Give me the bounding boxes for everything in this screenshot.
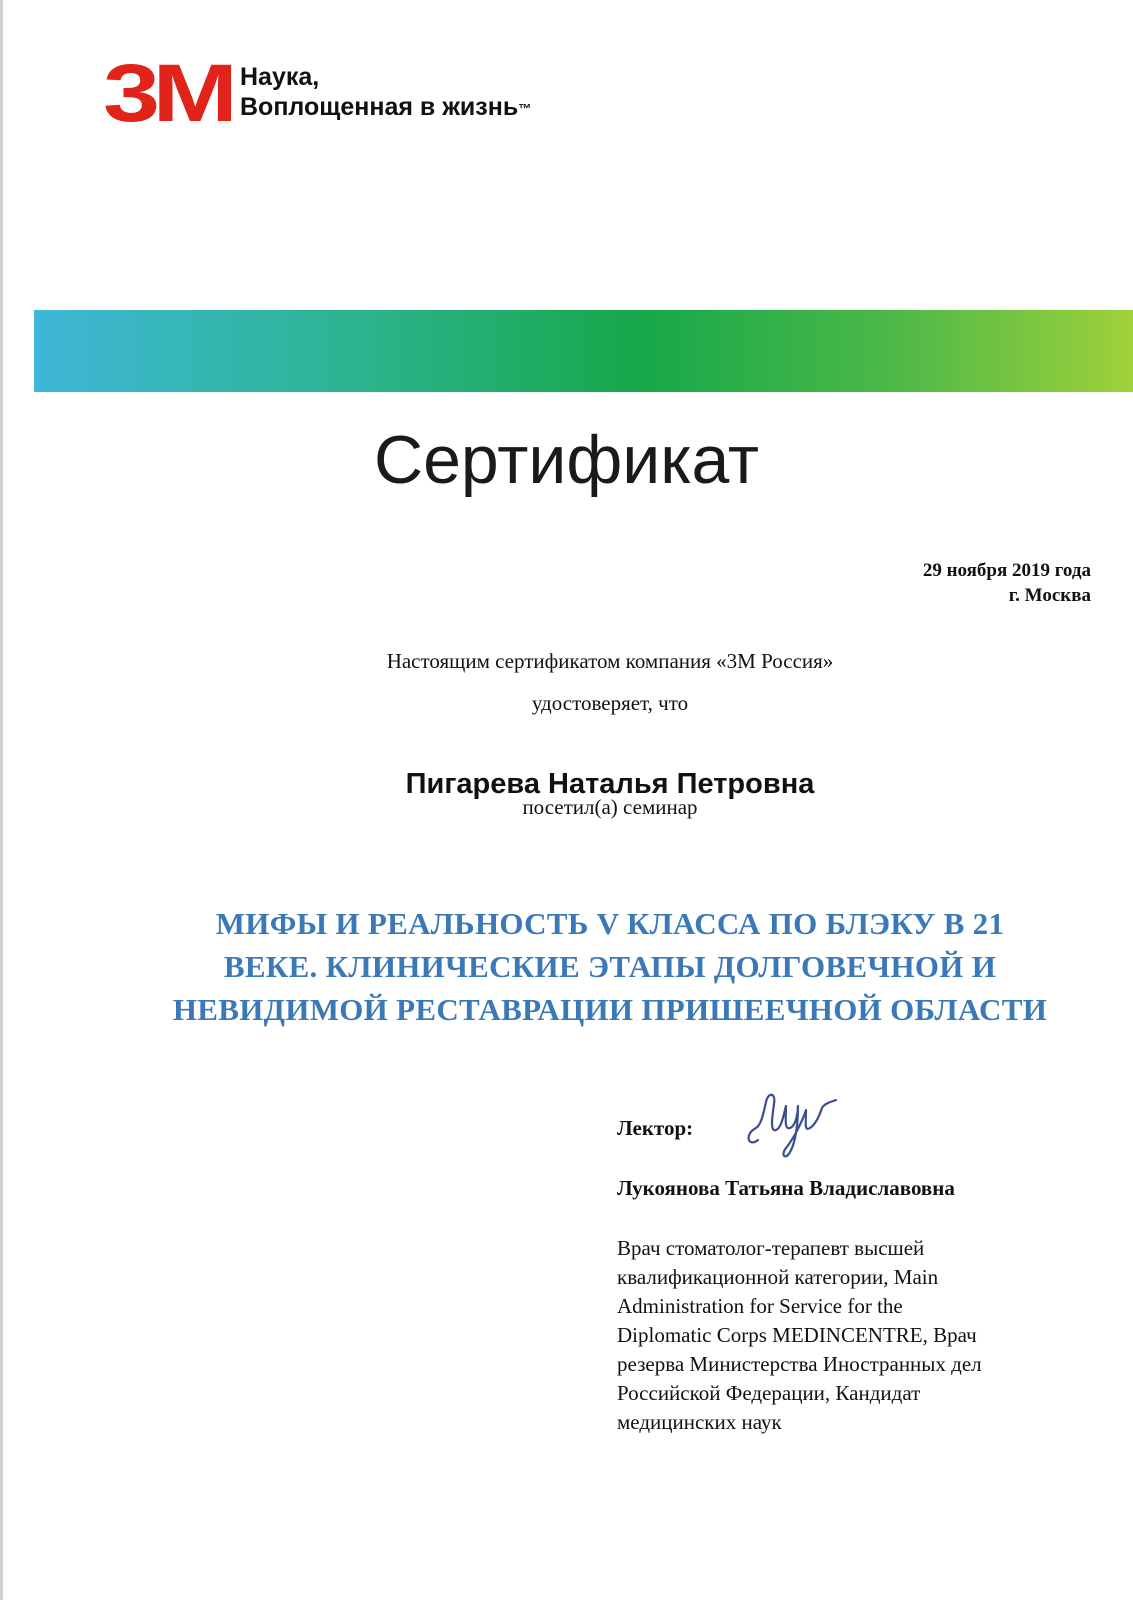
certificate-title: Сертификат (373, 422, 760, 498)
trademark-symbol: ™ (518, 101, 532, 116)
date-place (923, 558, 1091, 608)
bio-line: Российской Федерации, Кандидат (617, 1381, 921, 1405)
seminar-title-line: НЕВИДИМОЙ РЕСТАВРАЦИИ ПРИШЕЕЧНОЙ ОБЛАСТИ (172, 992, 1048, 1027)
intro-line-2: удостоверяет, что (531, 691, 689, 715)
tagline-line-2-text: Воплощенная в жизнь (240, 93, 519, 121)
bio-line: квалификационной категории, Main (617, 1265, 939, 1289)
brand-tagline (240, 62, 531, 122)
seminar-title (100, 902, 1120, 1031)
lecturer-bio (617, 1234, 1087, 1437)
bio-line: резерва Министерства Иностранных дел (617, 1352, 982, 1376)
attended-text: посетил(а) семинар (522, 795, 698, 819)
certificate-city: г. Москва (1008, 585, 1091, 606)
gradient-band (34, 310, 1133, 392)
lecturer-name: Лукоянова Татьяна Владиславовна (617, 1176, 955, 1200)
3m-logo: 3M (103, 48, 231, 139)
bio-line: Administration for Service for the (617, 1294, 903, 1318)
certificate-date: 29 ноября 2019 года (922, 560, 1091, 581)
intro-line-1: Настоящим сертификатом компания «3М Россия» (386, 649, 834, 673)
bio-line: Diplomatic Corps MEDINCENTRE, Врач (617, 1323, 977, 1347)
bio-line: медицинских наук (617, 1410, 782, 1434)
tagline-line-1: Наука, (240, 63, 320, 91)
lecturer-label: Лектор: (617, 1116, 694, 1140)
recipient-name: Пигарева Наталья Петровна (405, 768, 815, 800)
seminar-title-line: МИФЫ И РЕАЛЬНОСТЬ V КЛАССА ПО БЛЭКУ В 21 (215, 906, 1005, 941)
bio-line: Врач стоматолог-терапевт высшей (617, 1236, 925, 1260)
lecturer-signature (740, 1078, 860, 1168)
seminar-title-line: ВЕКЕ. КЛИНИЧЕСКИЕ ЭТАПЫ ДОЛГОВЕЧНОЙ И (223, 949, 997, 984)
tagline-line-2 (240, 92, 531, 122)
